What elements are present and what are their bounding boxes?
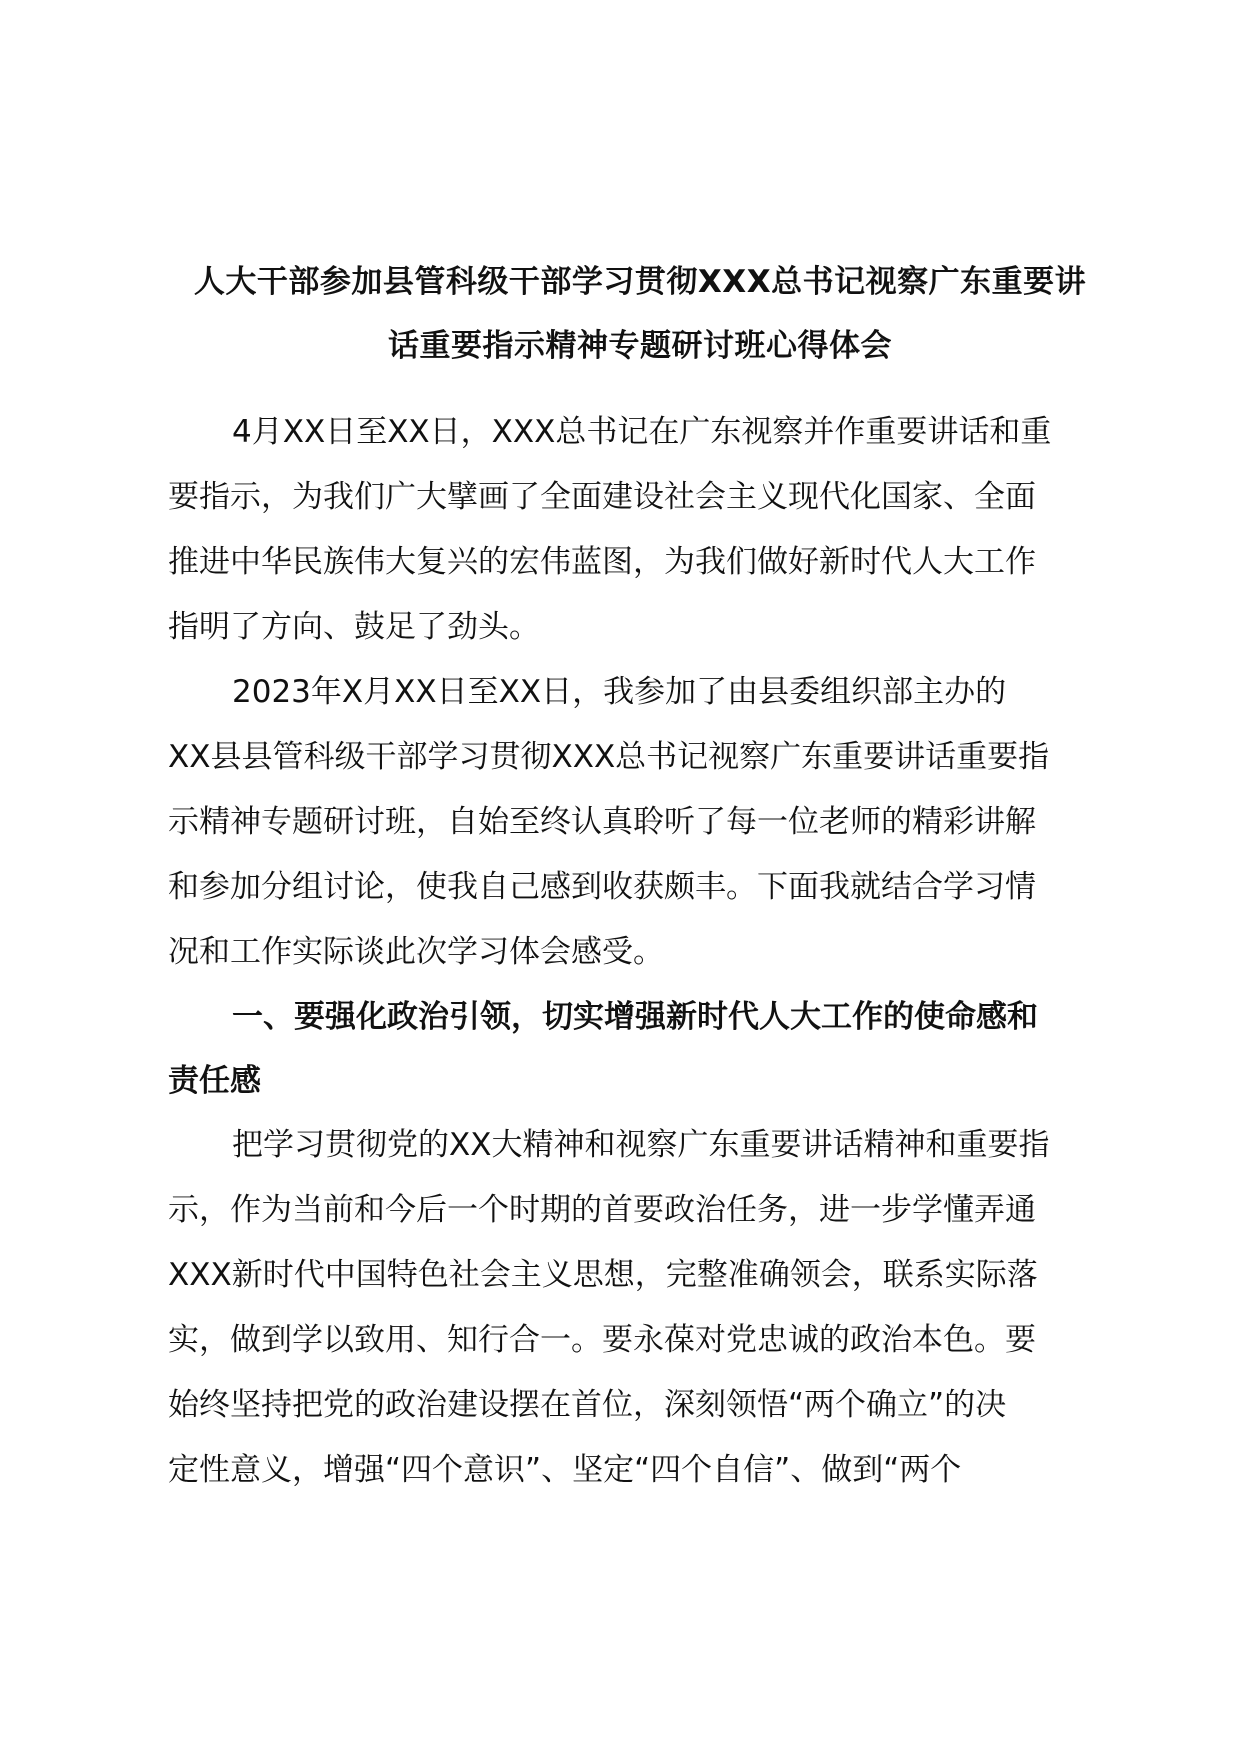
document-title — [168, 250, 1112, 378]
paragraph-line: 况和工作实际谈此次学习体会感受。 — [168, 934, 664, 970]
paragraph-line: XXX新时代中国特色社会主义思想，完整准确领会，联系实际落 — [168, 1257, 1038, 1293]
paragraph-line: 和参加分组讨论，使我自己感到收获颇丰。下面我就结合学习情 — [168, 869, 1036, 905]
paragraph-line: 指明了方向、鼓足了劲头。 — [168, 609, 540, 645]
heading-line: 一、要强化政治引领，切实增强新时代人大工作的使命感和 — [232, 999, 1038, 1035]
paragraph-line: 定性意义，增强“四个意识”、坚定“四个自信”、做到“两个 — [168, 1452, 962, 1488]
paragraph-line: XX县县管科级干部学习贯彻XXX总书记视察广东重要讲话重要指 — [168, 739, 1050, 775]
paragraph-section-1 — [168, 1113, 1112, 1503]
paragraph-study — [168, 660, 1112, 985]
paragraph-line: 2023年X月XX日至XX日，我参加了由县委组织部主办的 — [232, 674, 1007, 710]
paragraph-line: 推进中华民族伟大复兴的宏伟蓝图，为我们做好新时代人大工作 — [168, 544, 1036, 580]
section-heading-1 — [168, 985, 1112, 1113]
paragraph-line: 示精神专题研讨班，自始至终认真聆听了每一位老师的精彩讲解 — [168, 804, 1036, 840]
paragraph-line: 要指示，为我们广大擘画了全面建设社会主义现代化国家、全面 — [168, 479, 1036, 515]
heading-line: 责任感 — [168, 1063, 261, 1099]
paragraph-line: 始终坚持把党的政治建设摆在首位，深刻领悟“两个确立”的决 — [168, 1387, 1007, 1423]
document-page — [168, 250, 1112, 1503]
paragraph-line: 实，做到学以致用、知行合一。要永葆对党忠诚的政治本色。要 — [168, 1322, 1036, 1358]
title-line: 人大干部参加县管科级干部学习贯彻XXX总书记视察广东重要讲 — [193, 264, 1087, 300]
title-line: 话重要指示精神专题研讨班心得体会 — [388, 328, 892, 364]
paragraph-line: 把学习贯彻党的XX大精神和视察广东重要讲话精神和重要指 — [232, 1127, 1050, 1163]
paragraph-line: 示，作为当前和今后一个时期的首要政治任务，进一步学懂弄通 — [168, 1192, 1036, 1228]
paragraph-intro — [168, 400, 1112, 660]
paragraph-line: 4月XX日至XX日，XXX总书记在广东视察并作重要讲话和重 — [232, 414, 1052, 450]
